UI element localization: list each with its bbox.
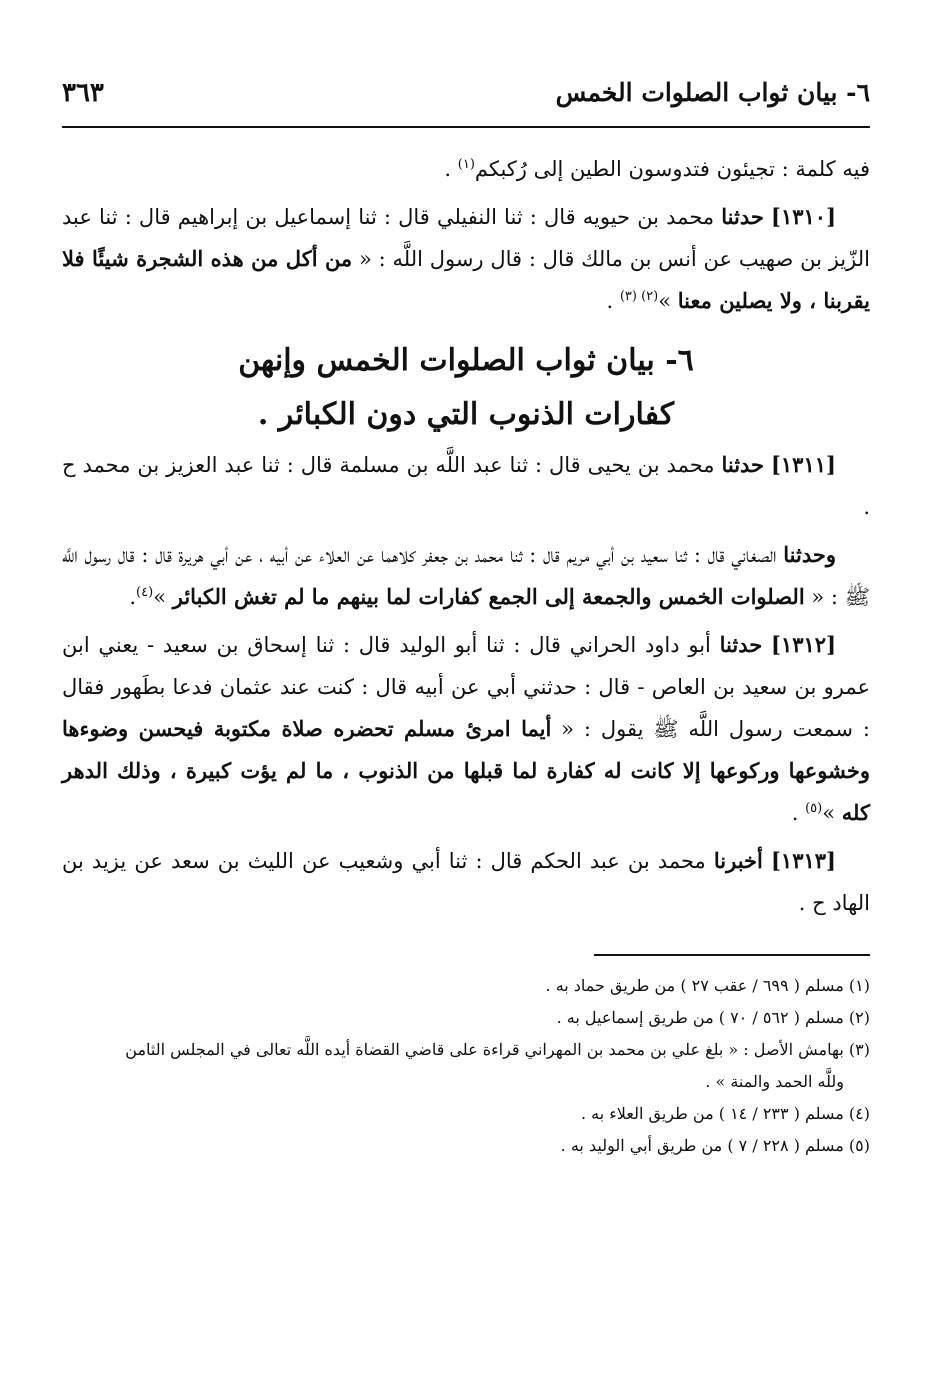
chapter-heading-line-1: ٦- بيان ثواب الصلوات الخمس وإنهن (238, 343, 694, 378)
paragraph-end: . (791, 801, 806, 825)
footnote-text: مسلم ( ٢٣٣ / ١٤ ) من طريق العلاء به . (580, 1104, 844, 1123)
chain-lead: حدثنا (721, 452, 765, 477)
hadith-matn: من أكل من هذه الشجرة شيئًا فلا يقربنا ، ولا يصلين معنا (62, 246, 870, 313)
footnote-ref: (٤) (136, 585, 154, 600)
footnote-mark: (٣) (848, 1040, 870, 1059)
footnote-separator (594, 954, 870, 956)
paragraph-end: . (444, 157, 458, 181)
hadith-matn: الصلوات الخمس والجمعة إلى الجمع كفارات لما بينهم ما لم تغش الكبائر (172, 584, 805, 609)
hadith-1311 (62, 444, 870, 528)
footnote-text: وللَّه الحمد والمنة » . (705, 1072, 844, 1091)
paragraph-continuation (62, 148, 870, 190)
hadith-number: [١٣١١] (770, 452, 836, 477)
footnote-text: مسلم ( ٥٦٢ / ٧٠ ) من طريق إسماعيل به . (556, 1008, 844, 1027)
footnote-text: مسلم ( ٦٩٩ / عقب ٢٧ ) من طريق حماد به . (545, 976, 844, 995)
hadith-number: [١٣١٠] (771, 204, 836, 229)
footnote-text: بهامش الأصل : « بلغ علي بن محمد بن المهراني قراءة على قاضي القضاة أيده اللَّه تعالى في المجلس الثامن (125, 1040, 844, 1059)
footnote-mark: (٥) (848, 1136, 870, 1155)
quote-close: » (658, 289, 672, 313)
chapter-heading-line-2: كفارات الذنوب التي دون الكبائر . (257, 397, 675, 432)
quote-close: » (822, 801, 836, 825)
hadith-1311-second-chain (62, 534, 870, 618)
chain-lead: وحدثنا (783, 542, 836, 567)
chain-lead: أخبرنا (713, 848, 763, 873)
hadith-chain: أبو داود الحراني قال : ثنا أبو الوليد قال : ثنا إسحاق بن سعيد - يعني ابن عمرو بن سعيد بن العاص - قال : حدثني أبي عن أبيه قال : كنت عند عثمان فدعا بطَهور فقال : سمعت رسول اللَّه ﷺ يقول : « (62, 633, 870, 741)
hadith-matn: أيما امرئ مسلم تحضره صلاة مكتوبة فيحسن وضوءها وخشوعها وركوعها إلا كانت له كفارة لما قبلها من الذنوب ، ما لم يؤت كبيرة ، وذلك الدهر كله (62, 716, 870, 825)
footnote-text: مسلم ( ٢٢٨ / ٧ ) من طريق أبي الوليد به . (560, 1136, 844, 1155)
footnote-mark: (٢) (848, 1008, 870, 1027)
footnote-ref: (١) (457, 157, 475, 172)
hadith-number: [١٣١٣] (770, 848, 836, 873)
hadith-chain: محمد بن عبد الحكم قال : ثنا أبي وشعيب عن الليث بن سعد عن يزيد بن الهاد ح . (62, 849, 870, 915)
running-title: ٦- بيان ثواب الصلوات الخمس (555, 78, 870, 107)
paragraph-end: . (606, 289, 620, 313)
hadith-1312 (62, 624, 870, 834)
hadith-1310 (62, 196, 870, 322)
footnote-3-continuation (62, 1066, 870, 1098)
chain-lead: حدثنا (721, 204, 764, 229)
hadith-chain: محمد بن حيويه قال : ثنا النفيلي قال : ثنا إسماعيل بن إبراهيم قال : ثنا عبد الزّيز بن صهيب عن أنس بن مالك قال : قال رسول اللَّه : « (62, 205, 870, 271)
footnote-2 (62, 1002, 870, 1034)
quote-close: » (153, 585, 167, 609)
chapter-heading (62, 334, 870, 442)
footnote-5 (62, 1130, 870, 1162)
paragraph-text: فيه كلمة : تجيئون فتدوسون الطين إلى رُكبكم (474, 157, 870, 181)
main-text (62, 148, 870, 924)
footnote-ref: (٥) (805, 801, 823, 816)
paragraph-end: . (129, 585, 137, 609)
book-page (62, 78, 870, 1162)
footnote-3 (62, 1034, 870, 1066)
hadith-chain: محمد بن يحيى قال : ثنا عبد اللَّه بن مسلمة قال : ثنا عبد العزيز بن محمد ح . (62, 453, 870, 519)
running-header (62, 78, 870, 128)
hadith-number: [١٣١٢] (771, 632, 836, 657)
footnotes (62, 970, 870, 1162)
footnote-4 (62, 1098, 870, 1130)
chain-lead: حدثنا (719, 632, 763, 657)
footnote-mark: (٤) (848, 1104, 870, 1123)
hadith-1313 (62, 840, 870, 924)
footnote-ref: (٢) (٣) (619, 289, 659, 304)
hadith-chain: الصغاني قال : ثنا سعيد بن أبي مريم قال : ثنا محمد بن جعفر كلاهما عن العلاء عن أبيه ، عن أبي هريرة قال : قال رسول اللَّه ﷺ : « (62, 543, 870, 609)
footnote-mark: (١) (848, 976, 870, 995)
page-number: ٣٦٣ (62, 78, 104, 108)
footnote-1 (62, 970, 870, 1002)
